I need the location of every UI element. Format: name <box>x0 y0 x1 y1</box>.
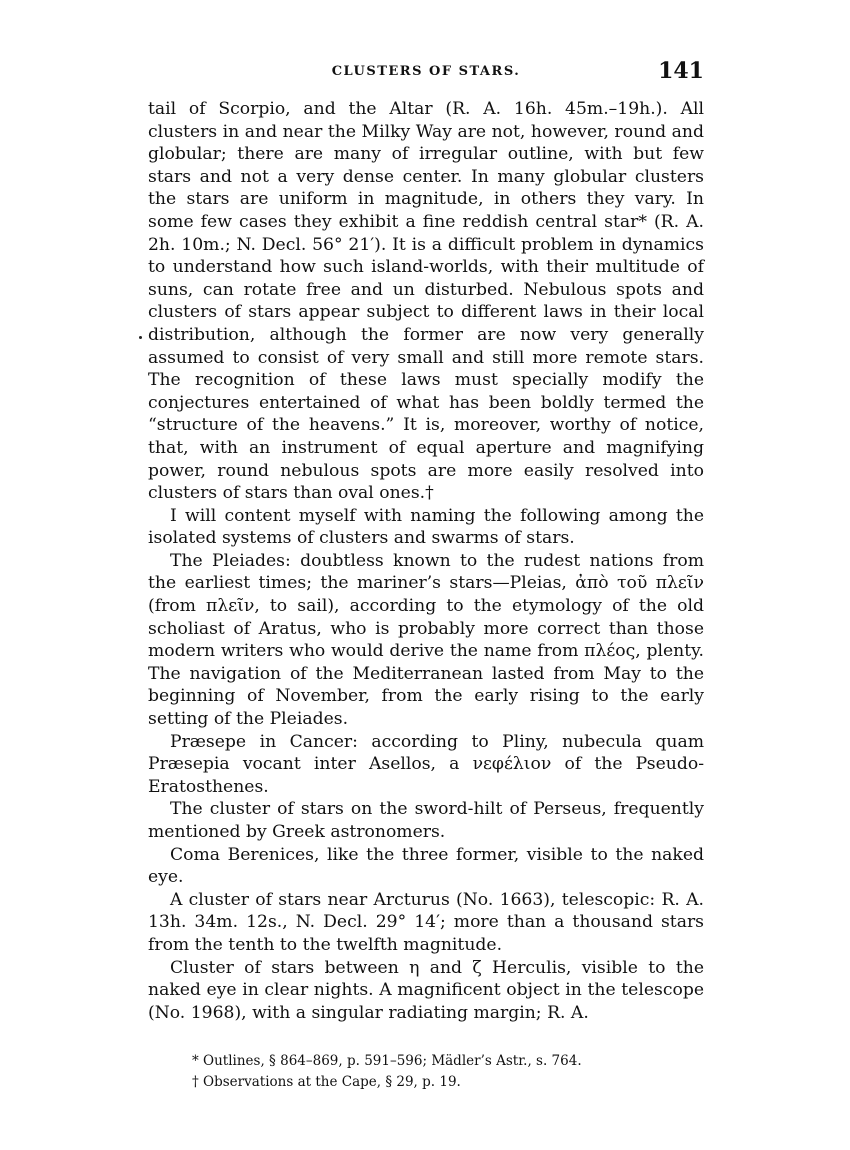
footnote-star: * Outlines, § 864–869, p. 591–596; Mädler’s Astr., s. 764. <box>192 1053 582 1069</box>
paragraph-perseus: The cluster of stars on the sword-hilt of Perseus, frequently mentioned by Greek astronomers. <box>148 799 704 842</box>
paragraph-intro-list: I will content myself with naming the following among the isolated systems of clusters and swarms of stars. <box>148 505 704 549</box>
page-number: 141 <box>658 58 704 84</box>
margin-mark <box>139 336 142 339</box>
running-head: CLUSTERS OF STARS. <box>331 64 521 79</box>
paragraph-arcturus: A cluster of stars near Arcturus (No. 1663), telescopic: R. A. 13h. 34m. 12s., N. Decl. 29° 14′; more than a thousand stars from the tenth to the twelfth magnitude. <box>148 889 704 955</box>
body-text <box>148 98 704 1024</box>
paragraph-clusters: tail of Scorpio, and the Altar (R. A. 16h. 45m.–19h.). All clusters in and near the Milky Way are not, however, round and globular; there are many of irregular outline, with but few stars and not a very dense center. In many globular clusters the stars are uniform in magnitude, in others they vary. In some few cases they exhibit a fine reddish central star* (R. A. 2h. 10m.; N. Decl. 56° 21′). It is a difficult problem in dynamics to understand how such island-worlds, with their multitude of suns, can rotate free and un disturbed. Nebulous spots and clusters of stars appear subject to different laws in their local distribution, although the former are now very generally assumed to consist of very small and still more remote stars. The recognition of these laws must specially modify the conjectures entertained of what has been boldly termed the “structure of the heavens.” It is, moreover, worthy of notice, that, with an instrument of equal aperture and magnifying power, round nebulous spots are more easily resolved into clusters of stars than oval ones.† <box>148 99 704 504</box>
paragraph-hercules: Cluster of stars between η and ζ Herculis, visible to the naked eye in clear nights. A magnificent object in the telescope (No. 1968), with a singular radiating margin; R. A. <box>148 957 704 1023</box>
paragraph-praesepe: Præsepe in Cancer: according to Pliny, nubecula quam Præsepia vocant inter Asellos, a νεφέλιον of the Pseudo-Eratosthenes. <box>148 731 704 797</box>
footnote-dagger: † Observations at the Cape, § 29, p. 19. <box>192 1074 461 1090</box>
page-header <box>148 58 704 88</box>
paragraph-coma-berenices: Coma Berenices, like the three former, visible to the naked eye. <box>148 844 704 888</box>
paragraph-pleiades: The Pleiades: doubtless known to the rudest nations from the earliest times; the mariner’s stars—Pleias, ἀπὸ τοῦ πλεῖν (from πλεῖν, to sail), according to the etymology of the old scholiast of Aratus, who is probably more correct than those modern writers who would derive the name from πλέος, plenty. The navigation of the Mediterranean lasted from May to the beginning of November, from the early rising to the early setting of the Pleiades. <box>148 550 704 730</box>
footnotes <box>192 1051 712 1093</box>
